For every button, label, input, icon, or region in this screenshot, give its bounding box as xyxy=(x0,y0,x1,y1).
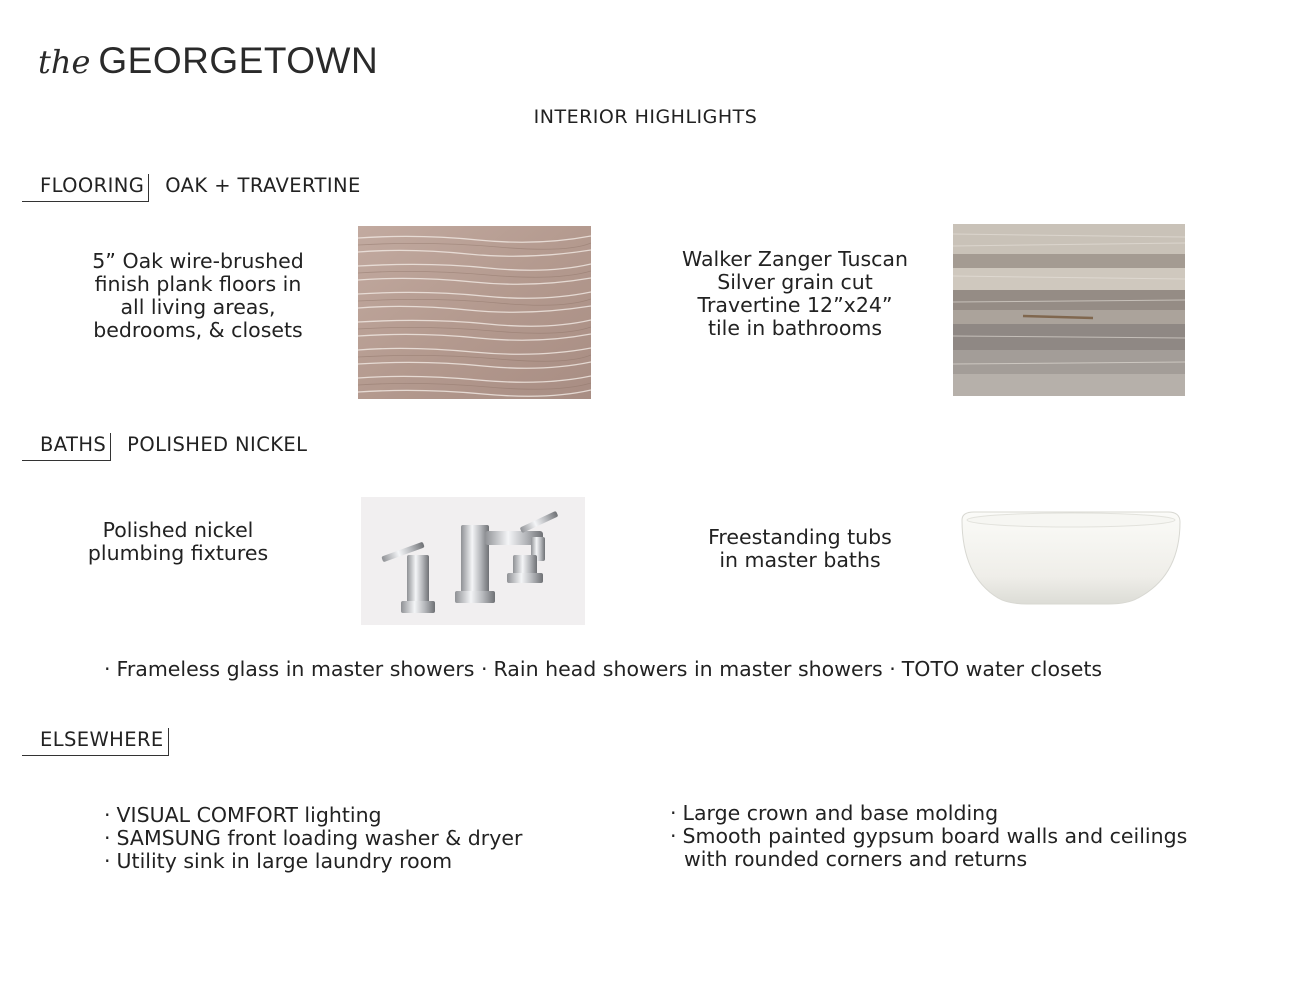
list-item xyxy=(104,827,522,850)
list-item-continuation xyxy=(670,848,1187,871)
section-label-elsewhere: ELSEWHERE xyxy=(22,728,169,756)
list-item-text: with rounded corners and returns xyxy=(684,847,1028,871)
bullet-icon: · xyxy=(670,801,677,825)
bullet-icon: · xyxy=(480,657,488,681)
freestanding-tub-illustration xyxy=(958,506,1183,610)
bullet-icon: · xyxy=(889,657,896,681)
desc-line: in master baths xyxy=(719,548,881,572)
bath-feature: Frameless glass in master showers xyxy=(116,657,475,681)
desc-line: Walker Zanger Tuscan xyxy=(682,247,908,271)
desc-line: 5” Oak wire-brushed xyxy=(92,249,304,273)
travertine-swatch xyxy=(953,224,1185,396)
list-item xyxy=(104,850,522,873)
desc-line: plumbing fixtures xyxy=(87,541,269,565)
list-item-text: VISUAL COMFORT lighting xyxy=(116,803,382,827)
bath-feature: TOTO water closets xyxy=(901,657,1103,681)
section-label-baths: BATHS xyxy=(22,433,111,461)
title-script: the xyxy=(38,43,91,81)
desc-line: tile in bathrooms xyxy=(707,316,883,340)
oak-floor-image xyxy=(358,226,591,399)
oak-description xyxy=(48,250,348,342)
faucet-illustration xyxy=(361,497,585,625)
subtitle: INTERIOR HIGHLIGHTS xyxy=(533,106,758,128)
page-title xyxy=(38,40,378,82)
desc-line: Polished nickel xyxy=(102,518,254,542)
list-item-text: SAMSUNG front loading washer & dryer xyxy=(116,826,523,850)
list-item xyxy=(670,825,1187,848)
desc-line: Silver grain cut xyxy=(717,270,873,294)
fixtures-description xyxy=(48,519,308,565)
section-material-baths: POLISHED NICKEL xyxy=(127,433,308,456)
faucet-image xyxy=(361,497,585,625)
tubs-description xyxy=(670,526,930,572)
section-label-flooring: FLOORING xyxy=(22,174,149,202)
list-item-text: Utility sink in large laundry room xyxy=(116,849,453,873)
section-material-flooring: OAK + TRAVERTINE xyxy=(165,174,361,197)
elsewhere-right-list xyxy=(670,802,1187,871)
section-elsewhere-header xyxy=(22,728,169,756)
tub-image xyxy=(958,506,1183,610)
desc-line: finish plank floors in xyxy=(94,272,302,296)
travertine-tile-image xyxy=(953,224,1185,396)
desc-line: Freestanding tubs xyxy=(708,525,892,549)
list-item xyxy=(670,802,1187,825)
list-item-text: Smooth painted gypsum board walls and ceilings xyxy=(682,824,1188,848)
bullet-icon: · xyxy=(104,803,111,827)
list-item xyxy=(104,804,522,827)
desc-line: bedrooms, & closets xyxy=(93,318,303,342)
section-flooring-header xyxy=(22,174,361,202)
bullet-icon: · xyxy=(670,824,677,848)
bullet-icon: · xyxy=(104,657,111,681)
travertine-description xyxy=(650,248,940,340)
section-baths-header xyxy=(22,433,307,461)
elsewhere-left-list xyxy=(104,804,522,873)
bullet-icon: · xyxy=(104,826,111,850)
list-item-text: Large crown and base molding xyxy=(682,801,999,825)
oak-grain-swatch xyxy=(358,226,591,399)
desc-line: Travertine 12”x24” xyxy=(697,293,893,317)
bath-features-list xyxy=(104,658,1102,681)
title-main: GEORGETOWN xyxy=(98,40,379,81)
bullet-icon: · xyxy=(104,849,111,873)
desc-line: all living areas, xyxy=(120,295,276,319)
bath-feature: Rain head showers in master showers xyxy=(493,657,883,681)
